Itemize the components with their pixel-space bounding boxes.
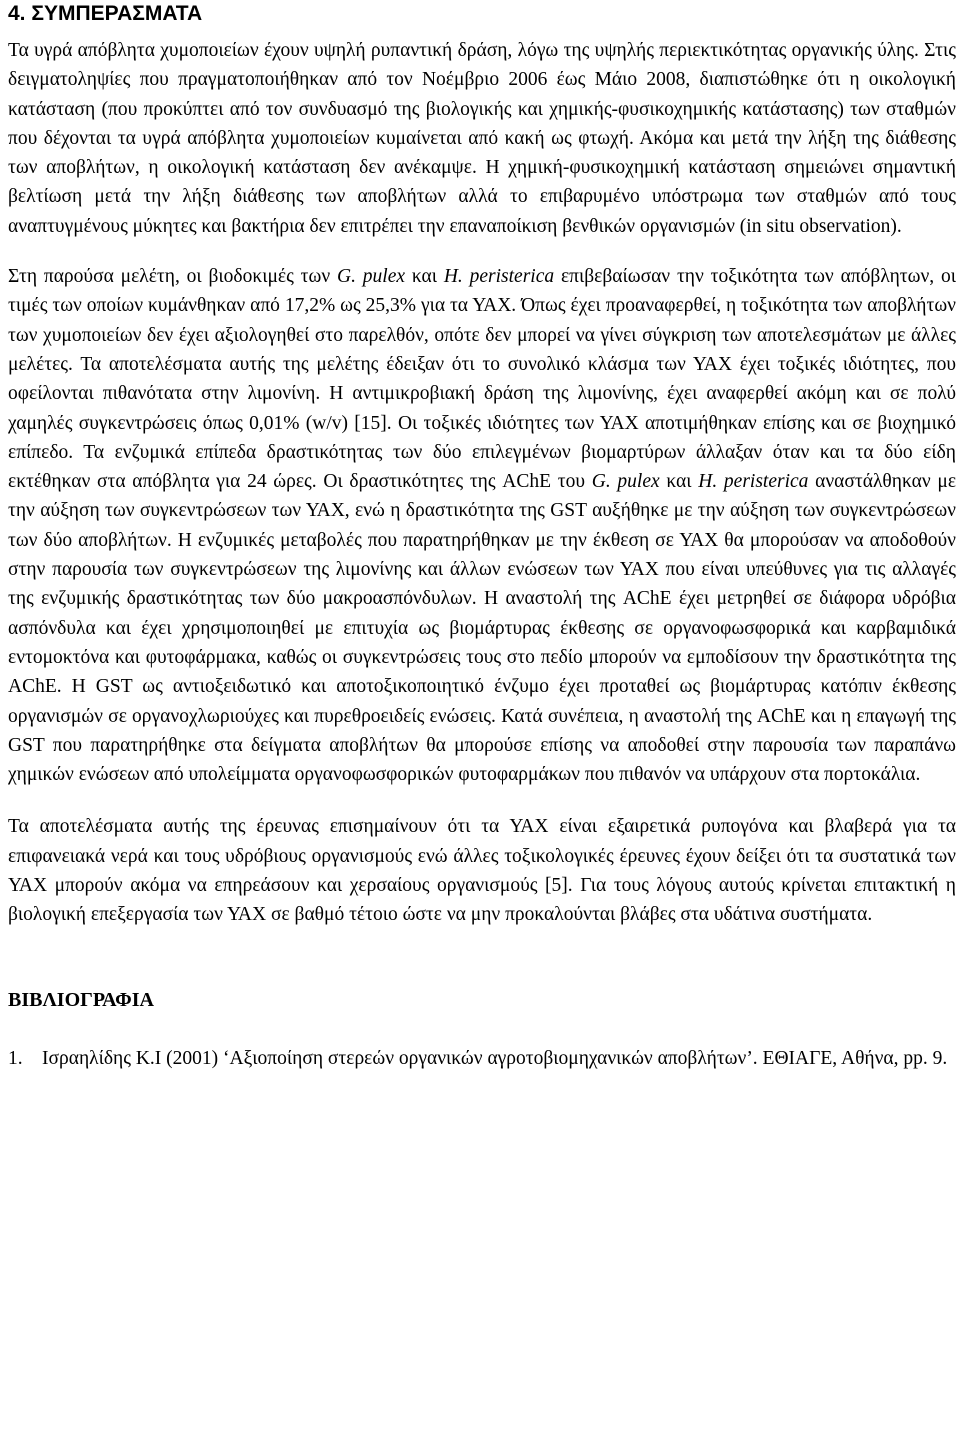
species-name: H. peristerica bbox=[443, 266, 555, 288]
text-run: και bbox=[659, 471, 699, 493]
document-page bbox=[8, 0, 956, 1073]
species-name: H. peristerica bbox=[698, 471, 809, 493]
text-run: Τα αποτελέσματα αυτής της έρευνας επισημαίνουν ότι τα ΥΑΧ είναι εξαιρετικά ρυπογόνα και βλαβερά για τα επιφανειακά νερά και τους υδρόβιους οργανισμούς ενώ άλλες τοξικολογικές έρευνες έχουν δείξει ότι τα συστατικά των ΥΑΧ μπορούν ακόμα να επηρεάσουν και χερσαίους οργανισμούς [5]. Για τους λόγους αυτούς κρίνεται επιτακτική η βιολογική επεξεργασία των ΥΑΧ σε βαθμό τέτοιο ώστε να μην προκαλούνται βλάβες στα υδάτινα συστήματα. bbox=[8, 816, 956, 926]
bibliography-item-number: 1. bbox=[8, 1047, 23, 1069]
paragraph-3 bbox=[8, 812, 956, 929]
bibliography-list bbox=[8, 1044, 956, 1073]
paragraph-1 bbox=[8, 36, 956, 241]
species-name: G. pulex bbox=[591, 471, 660, 493]
paragraph-2 bbox=[8, 262, 956, 789]
species-name: G. pulex bbox=[336, 266, 406, 288]
text-run: επιβεβαίωσαν την τοξικότητα των απόβλητων, οι τιμές των οποίων κυμάνθηκαν από 17,2% ως 25,3% για τα ΥΑΧ. Όπως έχει προαναφερθεί, η τοξικότητα των αποβλήτων των χυμοποιείων δεν έχει αξιολογηθεί στο παρελθόν, οπότε δεν μπορεί να γίνει σύγκριση των αποτελεσμάτων με άλλες μελέτες. Τα αποτελέσματα αυτής της μελέτης έδειξαν ότι το συνολικό κλάσμα των ΥΑΧ έχει τοξικές ιδιότητες, που οφείλονται πιθανότατα στην λιμονίνη. Η αντιμικροβιακή δράση της λιμονίνης, έχει αναφερθεί ακόμη και σε πολύ χαμηλές συγκεντρώσεις όπως 0,01% (w/v) [15]. Οι τοξικές ιδιότητες των ΥΑΧ αποτιμήθηκαν επίσης και σε βιοχημικό επίπεδο. Τα ενζυμικά επίπεδα δραστικότητας των δύο επιλεγμένων βιομαρτύρων άλλαξαν όταν και τα δύο είδη εκτέθηκαν στα απόβλητα για 24 ώρες. Οι δραστικότητες της AChE του bbox=[8, 266, 957, 493]
text-run: Στη παρούσα μελέτη, οι βιοδοκιμές των bbox=[8, 266, 337, 288]
text-run: Τα υγρά απόβλητα χυμοποιείων έχουν υψηλή ρυπαντική δράση, λόγω της υψηλής περιεκτικότητας οργανικής ύλης. Στις δειγματοληψίες που πραγματοποιήθηκαν από τον Νοέμβριο 2006 έως Μάιο 2008, διαπιστώθηκε ότι η οικολογική κατάσταση (που προκύπτει από τον συνδυασμό της βιολογικής και χημικής-φυσικοχημικής κατάστασης) των σταθμών που δέχονται τα υγρά απόβλητα χυμοποιείων κυμαίνεται από κακή ως φτωχή. Ακόμα και μετά την λήξη της διάθεσης των αποβλήτων, η οικολογική κατάσταση δεν ανέκαμψε. Η χημική-φυσικοχημική κατάσταση σημειώνει σημαντική βελτίωση μετά την λήξη διάθεσης των αποβλήτων αλλά το επιβαρυμένο υπόστρωμα των σταθμών από τους αναπτυγμένους μύκητες και βακτήρια δεν επιτρέπει την επαναποίκιση βενθικών οργανισμών (in situ observation). bbox=[8, 40, 956, 237]
bibliography-item-text: Ισραηλίδης Κ.Ι (2001) ‘Αξιοποίηση στερεών οργανικών αγροτοβιομηχανικών αποβλήτων’. ΕΘΙΑΓΕ, Αθήνα, pp. 9. bbox=[42, 1047, 948, 1069]
bibliography-item bbox=[8, 1044, 956, 1073]
section-heading: 4. ΣΥΜΠΕΡΑΣΜΑΤΑ bbox=[8, 2, 203, 25]
bibliography-title: ΒΙΒΛΙΟΓΡΑΦΙΑ bbox=[8, 988, 154, 1011]
text-run: και bbox=[405, 266, 444, 288]
text-run: αναστάλθηκαν με την αύξηση των συγκεντρώσεων των ΥΑΧ, ενώ η δραστικότητα της GST αυξήθηκε με την αύξηση των συγκεντρώσεων των δύο αποβλήτων. Η ενζυμικές μεταβολές που παρατηρήθηκαν με την έκθεση σε ΥΑΧ θα μπορούσαν να αποδοθούν στην παρουσία των συγκεντρώσεων της λιμονίνης και άλλων ενώσεων των ΥΑΧ που είναι υπεύθυνες για τις αλλαγές της ενζυμικής δραστικότητας των δύο μακροασπόνδυλων. Η αναστολή της AChE έχει μετρηθεί σε διάφορα υδρόβια ασπόνδυλα και έχει χρησιμοποιηθεί με επιτυχία ως βιομάρτυρας έκθεσης σε οργανοφωσφορικά και καρβαμιδικά εντομοκτόνα και φυτοφάρμακα, καθώς οι συγκεντρώσεις τους στο πεδίο μπορούν να εμποδίσουν την δραστικότητα της AChE. Η GST ως αντιοξειδωτικό και αποτοξικοποιητικό ένζυμο έχει προταθεί ως βιομάρτυρας κατόπιν έκθεσης οργανισμών σε οργανοχλωριούχες και πυρεθροειδείς ενώσεις. Κατά συνέπεια, η αναστολή της AChE και η επαγωγή της GST που παρατηρήθηκε στα δείγματα αποβλήτων θα μπορούσε επίσης να αποδοθεί στην παρουσία των παραπάνω χημικών ενώσεων από υπολείμματα οργανοφωσφορικών φυτοφαρμάκων που πιθανόν να υπάρχουν στα πορτοκάλια. bbox=[8, 471, 957, 786]
